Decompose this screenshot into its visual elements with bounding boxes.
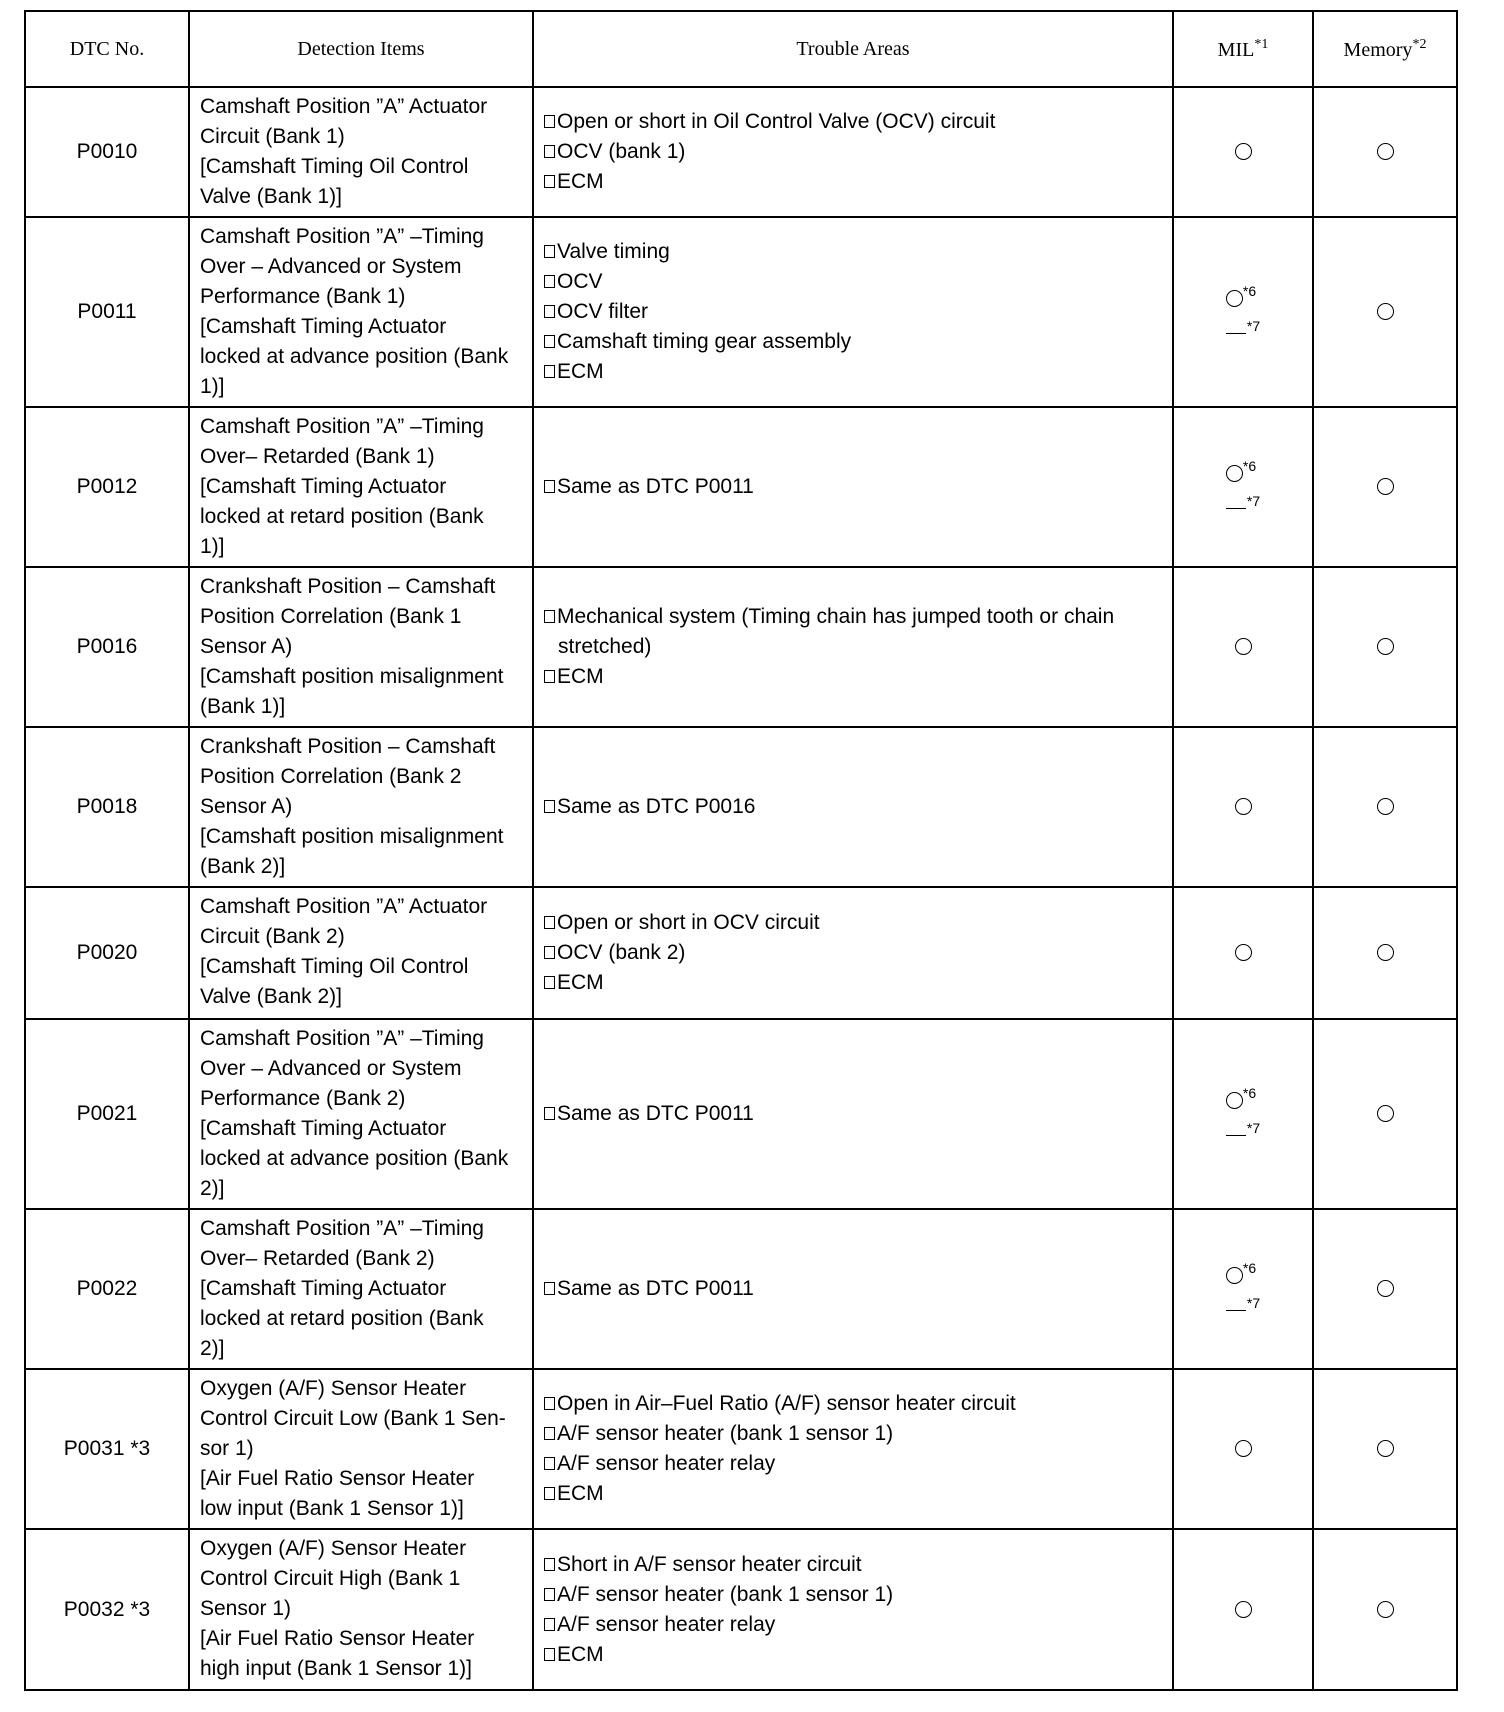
detection-item-line: Control Circuit High (Bank 1 — [200, 1567, 461, 1590]
header-memory-note: *2 — [1412, 36, 1427, 52]
trouble-area-text: A/F sensor heater relay — [557, 1612, 776, 1636]
detection-item-line: Valve (Bank 1)] — [200, 185, 343, 208]
detection-item-line: Camshaft Position ”A” –Timing — [200, 1027, 484, 1050]
trouble-area-item — [544, 968, 1166, 998]
detection-item-line: [Camshaft Timing Actuator — [200, 315, 447, 338]
checkbox-icon — [544, 800, 555, 813]
trouble-areas-cell — [533, 1019, 1173, 1209]
detection-item-line: Oxygen (A/F) Sensor Heater — [200, 1377, 467, 1400]
trouble-area-text: Valve timing — [557, 240, 670, 263]
detection-item-line: [Air Fuel Ratio Sensor Heater — [200, 1467, 475, 1490]
trouble-area-item — [544, 1640, 1166, 1670]
mil-cell — [1173, 1019, 1313, 1209]
trouble-area-text: ECM — [557, 1642, 604, 1666]
detection-item-line: 2)] — [200, 1177, 225, 1200]
table-row — [25, 567, 1457, 727]
detection-item-line: [Camshaft position misalignment — [200, 825, 504, 848]
header-row — [25, 11, 1457, 87]
memory-circle-icon — [1377, 1280, 1394, 1297]
memory-cell — [1313, 567, 1457, 727]
table-row — [25, 727, 1457, 887]
mil-off-line — [1226, 1114, 1260, 1149]
trouble-area-text: Open in Air–Fuel Ratio (A/F) sensor heater circuit — [557, 1392, 1016, 1415]
header-detection-items: Detection Items — [189, 11, 533, 87]
memory-cell — [1313, 407, 1457, 567]
trouble-area-item — [544, 908, 1166, 938]
detection-items-cell — [189, 217, 533, 407]
checkbox-icon — [544, 946, 555, 959]
detection-item-line: locked at retard position (Bank — [200, 505, 484, 528]
trouble-area-text: A/F sensor heater relay — [557, 1452, 776, 1475]
trouble-areas-cell — [533, 407, 1173, 567]
mil-on-line — [1226, 452, 1260, 487]
detection-item-line: Performance (Bank 1) — [200, 285, 406, 308]
trouble-area-item — [544, 662, 1166, 692]
checkbox-icon — [544, 1618, 555, 1631]
table-row — [25, 887, 1457, 1019]
trouble-area-item — [544, 1580, 1166, 1610]
detection-item-line: Oxygen (A/F) Sensor Heater — [200, 1537, 467, 1560]
memory-circle-icon — [1377, 798, 1394, 815]
trouble-area-item — [544, 137, 1166, 167]
detection-item-line: Crankshaft Position – Camshaft — [200, 735, 496, 758]
detection-items-cell — [189, 407, 533, 567]
detection-item-line: high input (Bank 1 Sensor 1)] — [200, 1657, 472, 1680]
memory-circle-icon — [1377, 478, 1394, 495]
mil-circle-icon — [1226, 290, 1243, 307]
memory-cell — [1313, 1529, 1457, 1690]
table-row — [25, 407, 1457, 567]
mil-split-indicator — [1226, 277, 1260, 346]
trouble-area-text: Camshaft timing gear assembly — [557, 330, 852, 353]
detection-items-cell — [189, 1529, 533, 1690]
detection-item-line: [Camshaft Timing Actuator — [200, 475, 447, 498]
mil-off-line — [1226, 487, 1260, 522]
mil-off-note: *7 — [1246, 318, 1261, 334]
header-memory — [1313, 11, 1457, 87]
trouble-area-text: ECM — [557, 1482, 604, 1505]
detection-item-line: Over – Advanced or System — [200, 255, 462, 278]
trouble-area-text: ECM — [557, 360, 604, 383]
trouble-area-text: OCV — [557, 270, 603, 293]
checkbox-icon — [544, 305, 555, 318]
memory-cell — [1313, 217, 1457, 407]
checkbox-icon — [544, 1282, 555, 1295]
trouble-areas-cell — [533, 87, 1173, 217]
mil-on-line — [1226, 277, 1260, 312]
memory-circle-icon — [1377, 303, 1394, 320]
trouble-area-text: Same as DTC P0011 — [557, 475, 754, 498]
detection-item-line: locked at retard position (Bank — [200, 1307, 484, 1330]
dtc-code: P0020 — [25, 887, 189, 1019]
detection-item-line: Camshaft Position ”A” –Timing — [200, 415, 484, 438]
mil-cell — [1173, 727, 1313, 887]
mil-cell — [1173, 1529, 1313, 1690]
checkbox-icon — [544, 245, 555, 258]
memory-circle-icon — [1377, 1440, 1394, 1457]
detection-items-cell — [189, 87, 533, 217]
header-mil-note: *1 — [1254, 36, 1269, 52]
dash-icon — [1226, 508, 1246, 509]
mil-on-note: *6 — [1242, 283, 1257, 300]
detection-item-line: Over – Advanced or System — [200, 1057, 462, 1080]
mil-circle-icon — [1235, 1601, 1252, 1618]
table-row — [25, 1369, 1457, 1529]
trouble-areas-cell — [533, 217, 1173, 407]
trouble-area-text: A/F sensor heater (bank 1 sensor 1) — [557, 1422, 894, 1445]
mil-circle-icon — [1226, 1267, 1243, 1284]
dtc-code: P0016 — [25, 567, 189, 727]
detection-item-line: Over– Retarded (Bank 2) — [200, 1247, 435, 1270]
detection-items-cell — [189, 727, 533, 887]
detection-item-line: Position Correlation (Bank 2 — [200, 765, 462, 788]
mil-cell — [1173, 217, 1313, 407]
detection-item-line: Crankshaft Position – Camshaft — [200, 575, 496, 598]
memory-cell — [1313, 1209, 1457, 1369]
memory-circle-icon — [1377, 638, 1394, 655]
detection-item-line: 1)] — [200, 375, 225, 398]
mil-cell — [1173, 887, 1313, 1019]
detection-item-line: [Camshaft Timing Actuator — [200, 1117, 447, 1140]
trouble-area-text: Same as DTC P0011 — [557, 1277, 754, 1300]
trouble-areas-cell — [533, 727, 1173, 887]
table-body — [25, 87, 1457, 1690]
checkbox-icon — [544, 365, 555, 378]
detection-items-cell — [189, 1209, 533, 1369]
detection-item-line: locked at advance position (Bank — [200, 345, 509, 368]
dtc-code: P0022 — [25, 1209, 189, 1369]
trouble-area-item — [544, 357, 1166, 387]
dash-icon — [1226, 333, 1246, 334]
mil-cell — [1173, 87, 1313, 217]
trouble-area-item — [544, 472, 1166, 502]
checkbox-icon — [544, 670, 555, 683]
table-row — [25, 1529, 1457, 1690]
dtc-code: P0011 — [25, 217, 189, 407]
detection-item-line: Camshaft Position ”A” –Timing — [200, 1217, 484, 1240]
mil-circle-icon — [1235, 944, 1252, 961]
dtc-code: P0031 *3 — [25, 1369, 189, 1529]
mil-circle-icon — [1226, 1092, 1243, 1109]
mil-cell — [1173, 567, 1313, 727]
header-trouble-areas: Trouble Areas — [533, 11, 1173, 87]
trouble-area-text: Open or short in Oil Control Valve (OCV) circuit — [557, 110, 996, 133]
detection-item-line: 1)] — [200, 535, 225, 558]
dtc-table — [24, 10, 1458, 1691]
detection-item-line: Camshaft Position ”A” –Timing — [200, 225, 484, 248]
mil-on-line — [1226, 1254, 1260, 1289]
memory-circle-icon — [1377, 143, 1394, 160]
mil-split-indicator — [1226, 1079, 1260, 1148]
checkbox-icon — [544, 480, 555, 493]
trouble-area-item — [544, 1274, 1166, 1304]
trouble-area-text: Same as DTC P0011 — [557, 1102, 754, 1125]
trouble-area-item — [544, 237, 1166, 267]
trouble-area-text: ECM — [557, 665, 604, 688]
table-row — [25, 217, 1457, 407]
detection-item-line: Performance (Bank 2) — [200, 1087, 406, 1110]
mil-off-note: *7 — [1246, 1295, 1261, 1311]
mil-on-line — [1226, 1079, 1260, 1114]
detection-item-line: Camshaft Position ”A” Actuator — [200, 895, 488, 918]
trouble-area-text: Same as DTC P0016 — [557, 795, 756, 818]
memory-cell — [1313, 887, 1457, 1019]
checkbox-icon — [544, 275, 555, 288]
trouble-area-item — [544, 167, 1166, 197]
trouble-areas-cell — [533, 1209, 1173, 1369]
detection-items-cell — [189, 1369, 533, 1529]
mil-on-note: *6 — [1242, 458, 1257, 475]
mil-circle-icon — [1235, 1440, 1252, 1457]
trouble-areas-cell — [533, 1529, 1173, 1690]
detection-items-cell — [189, 887, 533, 1019]
mil-off-note: *7 — [1246, 493, 1261, 509]
trouble-areas-cell — [533, 567, 1173, 727]
detection-item-line: Over– Retarded (Bank 1) — [200, 445, 435, 468]
mil-off-line — [1226, 1289, 1260, 1324]
checkbox-icon — [544, 175, 555, 188]
memory-circle-icon — [1377, 944, 1394, 961]
trouble-area-text: A/F sensor heater (bank 1 sensor 1) — [557, 1582, 894, 1606]
detection-item-line: [Camshaft Timing Oil Control — [200, 955, 469, 978]
trouble-area-item — [544, 1099, 1166, 1129]
header-memory-label: Memory — [1343, 38, 1413, 61]
checkbox-icon — [544, 1457, 555, 1470]
dash-icon — [1226, 1135, 1246, 1136]
checkbox-icon — [544, 1397, 555, 1410]
detection-item-line: Sensor A) — [200, 635, 293, 658]
detection-item-line: Circuit (Bank 2) — [200, 925, 345, 948]
memory-cell — [1313, 727, 1457, 887]
header-dtc-no: DTC No. — [25, 11, 189, 87]
mil-cell — [1173, 1209, 1313, 1369]
checkbox-icon — [544, 1558, 555, 1571]
dtc-code: P0018 — [25, 727, 189, 887]
detection-item-line: Valve (Bank 2)] — [200, 985, 343, 1008]
mil-off-line — [1226, 312, 1260, 347]
checkbox-icon — [544, 976, 555, 989]
checkbox-icon — [544, 1588, 555, 1601]
detection-item-line: Sensor 1) — [200, 1597, 292, 1620]
detection-item-line: Position Correlation (Bank 1 — [200, 605, 462, 628]
trouble-area-item — [544, 327, 1166, 357]
memory-cell — [1313, 87, 1457, 217]
checkbox-icon — [544, 145, 555, 158]
checkbox-icon — [544, 916, 555, 929]
trouble-area-text: Short in A/F sensor heater circuit — [557, 1552, 862, 1576]
memory-cell — [1313, 1369, 1457, 1529]
mil-on-note: *6 — [1242, 1260, 1257, 1277]
mil-circle-icon — [1226, 465, 1243, 482]
trouble-area-item — [544, 1449, 1166, 1479]
trouble-area-text: ECM — [557, 170, 604, 193]
trouble-area-item — [544, 792, 1166, 822]
trouble-area-item — [544, 602, 1166, 662]
detection-item-line: [Camshaft Timing Oil Control — [200, 155, 469, 178]
trouble-area-item — [544, 267, 1166, 297]
table-row — [25, 87, 1457, 217]
memory-circle-icon — [1377, 1601, 1394, 1618]
mil-on-note: *6 — [1242, 1085, 1257, 1102]
table-row — [25, 1019, 1457, 1209]
mil-circle-icon — [1235, 143, 1252, 160]
mil-split-indicator — [1226, 452, 1260, 521]
trouble-area-text: OCV (bank 1) — [557, 140, 686, 163]
dtc-code: P0012 — [25, 407, 189, 567]
trouble-area-item — [544, 1550, 1166, 1580]
checkbox-icon — [544, 115, 555, 128]
detection-item-line: Sensor A) — [200, 795, 293, 818]
checkbox-icon — [544, 610, 555, 623]
trouble-area-text: Mechanical system (Timing chain has jumped tooth or chain stretched) — [557, 605, 1115, 658]
mil-off-note: *7 — [1246, 1120, 1261, 1136]
mil-cell — [1173, 407, 1313, 567]
memory-circle-icon — [1377, 1105, 1394, 1122]
dtc-code: P0032 *3 — [25, 1529, 189, 1690]
trouble-area-text: OCV filter — [557, 300, 649, 323]
detection-item-line: (Bank 1)] — [200, 695, 286, 718]
checkbox-icon — [544, 1648, 555, 1661]
trouble-area-text: OCV (bank 2) — [557, 941, 686, 964]
trouble-areas-cell — [533, 1369, 1173, 1529]
checkbox-icon — [544, 1107, 555, 1120]
detection-item-line: (Bank 2)] — [200, 855, 286, 878]
detection-items-cell — [189, 567, 533, 727]
table-row — [25, 1209, 1457, 1369]
detection-item-line: [Air Fuel Ratio Sensor Heater — [200, 1627, 475, 1650]
trouble-area-item — [544, 938, 1166, 968]
detection-item-line: Circuit (Bank 1) — [200, 125, 345, 148]
detection-item-line: 2)] — [200, 1337, 225, 1360]
detection-item-line: Camshaft Position ”A” Actuator — [200, 95, 488, 118]
mil-split-indicator — [1226, 1254, 1260, 1323]
trouble-area-item — [544, 1419, 1166, 1449]
checkbox-icon — [544, 1427, 555, 1440]
trouble-area-text: Open or short in OCV circuit — [557, 911, 820, 934]
trouble-area-item — [544, 1389, 1166, 1419]
dtc-code: P0021 — [25, 1019, 189, 1209]
checkbox-icon — [544, 335, 555, 348]
mil-cell — [1173, 1369, 1313, 1529]
detection-item-line: Control Circuit Low (Bank 1 Sen- — [200, 1407, 506, 1430]
trouble-area-text: ECM — [557, 971, 604, 994]
trouble-area-item — [544, 1610, 1166, 1640]
detection-item-line: locked at advance position (Bank — [200, 1147, 509, 1170]
trouble-area-item — [544, 107, 1166, 137]
detection-item-line: low input (Bank 1 Sensor 1)] — [200, 1497, 464, 1520]
detection-item-line: sor 1) — [200, 1437, 254, 1460]
trouble-area-item — [544, 297, 1166, 327]
header-mil — [1173, 11, 1313, 87]
mil-circle-icon — [1235, 638, 1252, 655]
memory-cell — [1313, 1019, 1457, 1209]
detection-item-line: [Camshaft position misalignment — [200, 665, 504, 688]
dash-icon — [1226, 1310, 1246, 1311]
trouble-area-item — [544, 1479, 1166, 1509]
dtc-code: P0010 — [25, 87, 189, 217]
detection-item-line: [Camshaft Timing Actuator — [200, 1277, 447, 1300]
header-mil-label: MIL — [1217, 38, 1255, 61]
checkbox-icon — [544, 1487, 555, 1500]
detection-items-cell — [189, 1019, 533, 1209]
trouble-areas-cell — [533, 887, 1173, 1019]
mil-circle-icon — [1235, 798, 1252, 815]
